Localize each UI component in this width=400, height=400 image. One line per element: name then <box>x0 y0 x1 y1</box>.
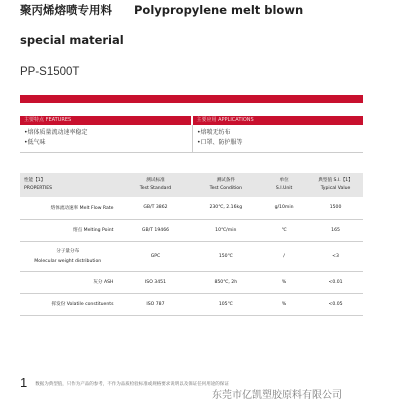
header-properties: 性能【1】 PROPERTIES <box>20 173 119 197</box>
footnote-text: 数据为典型值，只作为产品的参考，不作为品质检验标准或规格要求说明以及保证任何用途的保证 <box>35 382 229 387</box>
cell-value: <3 <box>308 241 363 271</box>
title-block <box>20 2 390 80</box>
cell-unit: ℃ <box>260 219 308 241</box>
table-row <box>20 271 363 293</box>
cell-property: 分子量分布 Molecular weight distribution <box>20 241 119 271</box>
title-en-line-2: special material <box>20 33 124 47</box>
features-header-left: 主要特点 FEATURES <box>20 116 191 125</box>
cell-value: 165 <box>308 219 363 241</box>
cell-condition: 10℃/min <box>191 219 260 241</box>
properties-table <box>20 173 363 316</box>
table-row <box>20 293 363 315</box>
accent-bar <box>20 95 363 103</box>
title-line-1 <box>20 2 390 18</box>
features-list <box>20 125 190 152</box>
company-watermark: 东莞市亿凯塑胶原料有限公司 <box>212 390 342 400</box>
cell-property: 熔点 Melting Point <box>20 219 119 241</box>
cell-standard: ISO 787 <box>119 293 191 315</box>
cell-standard: GB/T 19466 <box>119 219 191 241</box>
footnote <box>20 376 380 389</box>
cell-property: 灰分 ASH <box>20 271 119 293</box>
header-typical-value: 典型值 S.I.【1】 Typical Value <box>308 173 363 197</box>
feature-item: •熔体质量流动速率稳定 <box>24 129 88 136</box>
application-item: •熔喷无纺布 <box>197 129 231 136</box>
cell-unit: g/10min <box>260 197 308 219</box>
application-item: •口罩、防护服等 <box>197 139 243 146</box>
cell-standard: GPC <box>119 241 191 271</box>
feature-item: •低气味 <box>24 139 46 146</box>
cell-condition: 105℃ <box>191 293 260 315</box>
table-row <box>20 241 363 271</box>
header-unit: 单位 S.I.Unit <box>260 173 308 197</box>
cell-value: 1500 <box>308 197 363 219</box>
features-section <box>20 116 363 153</box>
title-en-line-1: Polypropylene melt blown <box>134 3 304 17</box>
header-test-condition: 测试条件 Test Condition <box>191 173 260 197</box>
cell-value: <0.01 <box>308 271 363 293</box>
cell-unit: % <box>260 271 308 293</box>
cell-property: 熔体流动速率 Melt Flow Rate <box>20 197 119 219</box>
cell-unit: % <box>260 293 308 315</box>
footnote-number: 1 <box>20 375 28 390</box>
cell-condition: 230℃, 2.16kg <box>191 197 260 219</box>
cell-condition: 850℃, 2h <box>191 271 260 293</box>
cell-standard: GB/T 3862 <box>119 197 191 219</box>
features-header <box>20 116 363 125</box>
cell-condition: 150℃ <box>191 241 260 271</box>
table-row <box>20 197 363 219</box>
cell-value: <0.05 <box>308 293 363 315</box>
applications-list <box>192 125 363 152</box>
cell-unit: / <box>260 241 308 271</box>
table-row <box>20 219 363 241</box>
table-header-row <box>20 173 363 197</box>
header-test-standard: 测试标准 Test Standard <box>119 173 191 197</box>
cell-standard: ISO 3451 <box>119 271 191 293</box>
cell-property: 挥发份 Volatile constituents <box>20 293 119 315</box>
applications-header: 主要应用 APPLICATIONS <box>193 116 364 125</box>
features-body <box>20 125 363 153</box>
title-cn: 聚丙烯熔喷专用料 <box>20 3 112 17</box>
product-code: PP-S1500T <box>20 66 80 78</box>
